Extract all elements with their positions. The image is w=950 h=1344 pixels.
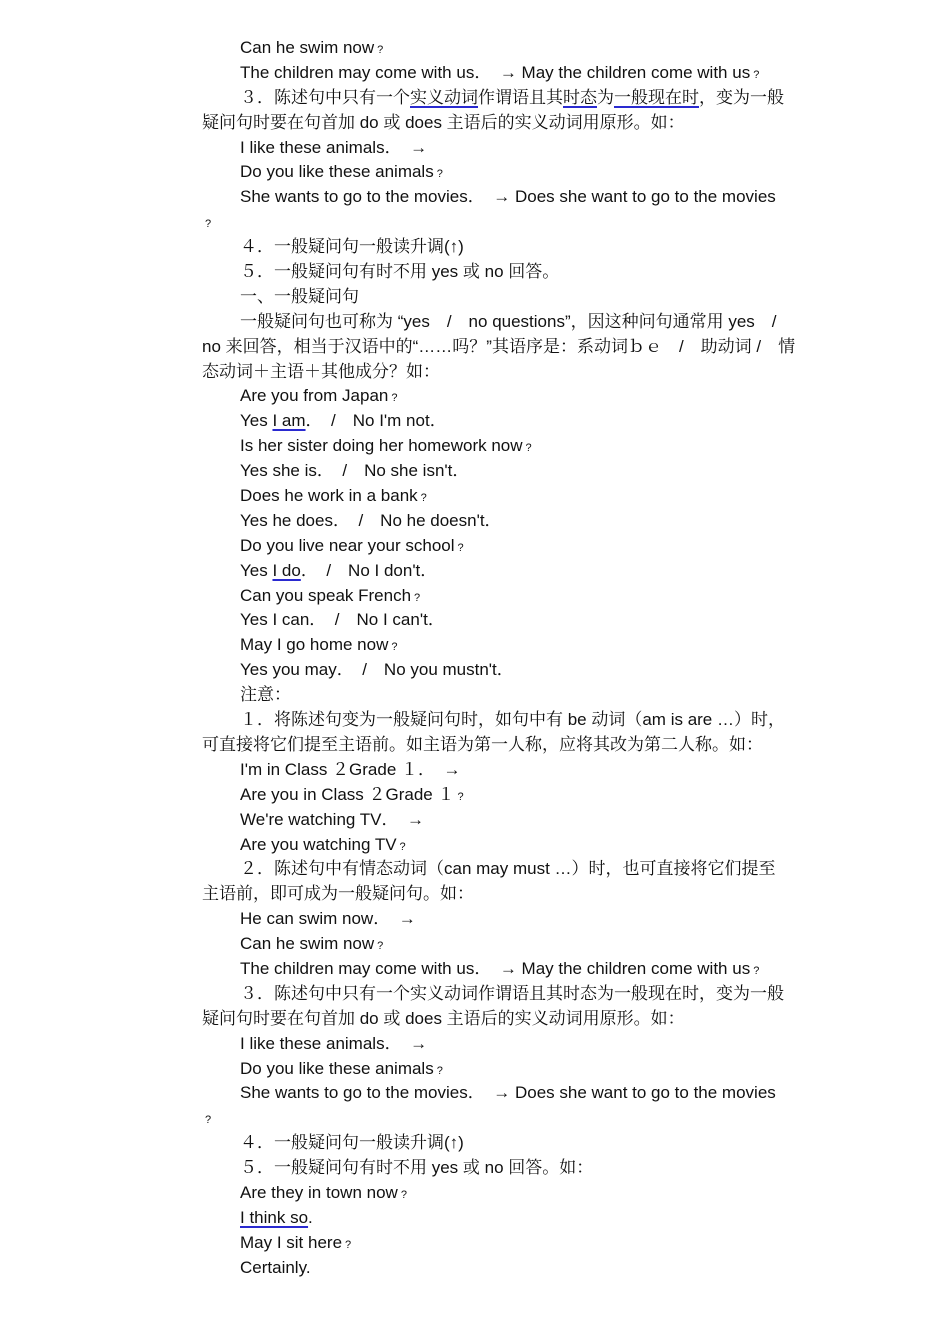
text-line (202, 360, 852, 385)
text-segment: 一、一般疑问句 (240, 286, 359, 306)
text-segment: １．将陈述句变为一般疑问句时，如句中有 be 动词（am is are …）时， (240, 710, 785, 730)
text-line (202, 758, 852, 783)
text-line (202, 783, 852, 808)
text-segment: Does he work in a bank (240, 486, 418, 506)
text-segment: Are you in Class ２Grade １ (240, 784, 455, 804)
text-segment: I like these animals． → (240, 1033, 428, 1053)
text-line (202, 1206, 852, 1231)
text-segment: Yes he does． / No he doesn't． (240, 510, 502, 530)
text-segment: Can he swim now (240, 934, 375, 954)
text-segment: The children may come with us． → May the children come with us (240, 958, 751, 978)
text-line (202, 111, 852, 136)
text-segment: Do you like these animals (240, 1058, 434, 1078)
text-segment: ３．陈述句中只有一个 (240, 87, 410, 107)
text-line (202, 61, 852, 86)
question-mark: ? (377, 44, 384, 56)
underlined-text: 时态 (563, 87, 597, 107)
document-body (202, 36, 852, 1281)
text-line (202, 210, 852, 235)
text-segment: Yes (240, 411, 273, 431)
text-segment: She wants to go to the movies． → Does she want to go to the movies (240, 1083, 776, 1103)
question-mark: ? (457, 790, 464, 803)
text-segment: Yes you may． / No you mustn't． (240, 660, 514, 680)
text-segment: Yes she is． / No she isn't． (240, 461, 470, 481)
text-segment: Is her sister doing her homework now (240, 436, 523, 456)
underlined-text: 一般现在时 (614, 87, 699, 107)
text-line (202, 459, 852, 484)
text-line (202, 658, 852, 683)
text-line (202, 160, 852, 185)
text-segment: ． / No I'm not． (305, 411, 447, 431)
text-line (202, 833, 852, 858)
text-segment: Can he swim now (240, 38, 375, 57)
text-line (202, 957, 852, 982)
text-segment: May I sit here (240, 1232, 343, 1252)
text-line (202, 86, 852, 111)
text-line (202, 1057, 852, 1082)
text-line (202, 1181, 852, 1206)
text-line (202, 534, 852, 559)
text-segment: He can swim now． → (240, 909, 416, 929)
text-segment: May I go home now (240, 635, 389, 655)
text-line (202, 982, 852, 1007)
text-segment: ３．陈述句中只有一个实义动词作谓语且其时态为一般现在时，变为一般 (240, 983, 784, 1003)
text-segment: Are you from Japan (240, 386, 389, 406)
question-mark: ? (436, 1064, 443, 1077)
text-segment: 作谓语且其 (478, 87, 563, 107)
question-mark: ? (420, 492, 427, 505)
question-mark: ? (345, 1238, 352, 1251)
question-mark: ? (377, 940, 384, 953)
text-segment: I'm in Class ２Grade １． → (240, 759, 461, 779)
text-line (202, 882, 852, 907)
underlined-text: I am (272, 411, 306, 431)
text-segment: 可直接将它们提至主语前。如主语为第一人称，应将其改为第二人称。如： (202, 734, 763, 754)
text-line (202, 1081, 852, 1106)
text-segment: Certainly. (240, 1257, 311, 1277)
text-segment: ５．一般疑问句有时不用 yes 或 no 回答。如： (240, 1158, 594, 1178)
text-segment: 一般疑问句也可称为 “yes / no questions”，因这种问句通常用 yes / (240, 311, 777, 331)
text-segment: ４．一般疑问句一般读升调(↑) (240, 237, 464, 257)
underlined-text: I do (272, 560, 301, 580)
text-segment: She wants to go to the movies． → Does she want to go to the movies (240, 187, 776, 207)
underlined-text: 实义动词 (410, 87, 478, 107)
question-mark: ? (400, 1188, 407, 1201)
text-line (202, 608, 852, 633)
question-mark: ? (436, 168, 443, 181)
text-line (202, 584, 852, 609)
text-segment: . (308, 1207, 313, 1227)
text-segment: ４．一般疑问句一般读升调(↑) (240, 1133, 464, 1153)
text-segment: Can you speak French (240, 585, 412, 605)
question-mark: ? (391, 641, 398, 654)
question-mark: ? (205, 1114, 212, 1127)
text-line (202, 808, 852, 833)
text-line (202, 1106, 852, 1131)
text-line (202, 932, 852, 957)
text-line (202, 1032, 852, 1057)
question-mark: ? (414, 591, 421, 604)
text-segment: Do you live near your school (240, 535, 455, 555)
text-line (202, 434, 852, 459)
text-line (202, 185, 852, 210)
question-mark: ? (457, 541, 464, 554)
text-segment: 为 (597, 87, 614, 107)
text-segment: Are you watching TV (240, 834, 397, 854)
underlined-text: I think so (240, 1207, 309, 1227)
question-mark: ? (525, 442, 532, 455)
text-line (202, 683, 852, 708)
text-segment: 态动词＋主语＋其他成分？如： (202, 361, 440, 381)
text-line (202, 36, 852, 61)
text-line (202, 484, 852, 509)
text-line (202, 285, 852, 310)
text-line (202, 335, 852, 360)
text-segment: ２．陈述句中有情态动词（can may must …）时，也可直接将它们提至 (240, 859, 776, 879)
text-line (202, 1231, 852, 1256)
text-line (202, 509, 852, 534)
text-line (202, 633, 852, 658)
text-line (202, 733, 852, 758)
question-mark: ? (205, 218, 212, 231)
text-line (202, 559, 852, 584)
question-mark: ? (399, 840, 406, 853)
text-line (202, 1256, 852, 1281)
text-line (202, 1131, 852, 1156)
text-line (202, 907, 852, 932)
text-segment: 注意： (240, 685, 291, 705)
text-line (202, 136, 852, 161)
text-line (202, 235, 852, 260)
text-line (202, 1156, 852, 1181)
text-segment: 主语前，即可成为一般疑问句。如： (202, 884, 474, 904)
text-line (202, 260, 852, 285)
text-segment: I like these animals． → (240, 137, 428, 157)
text-segment: The children may come with us． → May the children come with us (240, 62, 751, 82)
text-segment: Yes (240, 560, 273, 580)
text-segment: ，变为一般 (699, 87, 784, 107)
text-line (202, 409, 852, 434)
text-line (202, 857, 852, 882)
text-segment: Do you like these animals (240, 162, 434, 182)
text-line (202, 310, 852, 335)
text-segment: ． / No I don't． (300, 560, 438, 580)
text-line (202, 384, 852, 409)
text-segment: no 来回答，相当于汉语中的“……吗？”其语序是：系动词ｂｅ / 助动词 / 情 (202, 336, 796, 356)
text-segment: Are they in town now (240, 1182, 398, 1202)
text-line (202, 708, 852, 733)
text-segment: ５．一般疑问句有时不用 yes 或 no 回答。 (240, 262, 560, 282)
question-mark: ? (391, 392, 398, 405)
question-mark: ? (753, 964, 760, 977)
text-line (202, 1007, 852, 1032)
question-mark: ? (753, 68, 760, 81)
text-segment: Yes I can． / No I can't． (240, 610, 445, 630)
text-segment: 疑问句时要在句首加 do 或 does 主语后的实义动词用原形。如： (202, 1008, 685, 1028)
text-segment: We're watching TV． → (240, 809, 425, 829)
text-segment: 疑问句时要在句首加 do 或 does 主语后的实义动词用原形。如： (202, 112, 685, 132)
